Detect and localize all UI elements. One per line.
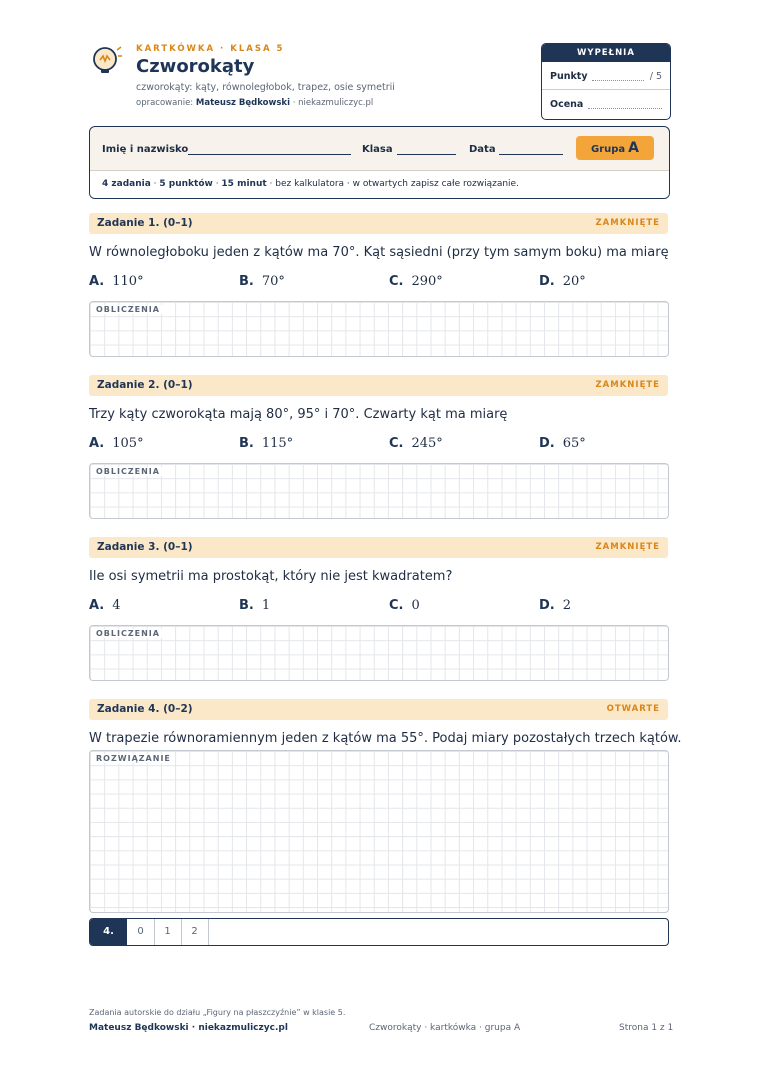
score-option-2[interactable]: 2 xyxy=(181,919,209,945)
task-3-option-d[interactable]: D. 2 xyxy=(539,598,572,613)
task-1-option-a[interactable]: A. 110° xyxy=(89,274,144,289)
author-prefix: opracowanie: xyxy=(136,98,196,108)
task-4-label: Zadanie 4. (0–2) xyxy=(97,703,193,715)
class-label: Klasa xyxy=(362,144,393,155)
name-field[interactable] xyxy=(188,154,351,155)
name-label: Imię i nazwisko xyxy=(102,144,189,155)
task-4-type: OTWARTE xyxy=(606,704,660,714)
task-3-header xyxy=(89,537,668,558)
info-sep-1: · xyxy=(150,179,160,189)
test-info-text xyxy=(102,179,519,189)
task-1-header xyxy=(89,213,668,234)
score-option-1[interactable]: 1 xyxy=(154,919,182,945)
lightbulb-logo-icon xyxy=(90,44,124,78)
task-1-label: Zadanie 1. (0–1) xyxy=(97,217,193,229)
grade-label: Ocena xyxy=(550,99,584,110)
footer-author: Mateusz Będkowski · niekazmuliczyc.pl xyxy=(89,1023,288,1033)
task-3-option-c[interactable]: C. 0 xyxy=(389,598,420,613)
class-field[interactable] xyxy=(397,154,456,155)
grade-field[interactable] xyxy=(588,108,662,109)
points-field[interactable] xyxy=(592,80,644,81)
author-name: Mateusz Będkowski xyxy=(195,98,291,108)
task-2-header xyxy=(89,375,668,396)
task-1-option-b[interactable]: B. 70° xyxy=(239,274,285,289)
task-3-label: Zadanie 3. (0–1) xyxy=(97,541,193,553)
task-2-work-grid[interactable] xyxy=(89,463,669,519)
test-info xyxy=(90,171,669,198)
info-sep-2: · xyxy=(212,179,222,189)
task-2-type: ZAMKNIĘTE xyxy=(595,380,660,390)
task-2-option-c[interactable]: C. 245° xyxy=(389,436,443,451)
teacher-box-title: WYPEŁNIA NAUCZYCIEL xyxy=(542,44,670,62)
info-points: 5 punktów xyxy=(159,179,213,189)
points-row xyxy=(542,62,670,90)
group-badge xyxy=(576,136,654,160)
task-2-option-b[interactable]: B. 115° xyxy=(239,436,294,451)
task-1-option-c[interactable]: C. 290° xyxy=(389,274,443,289)
task-1-option-d[interactable]: D. 20° xyxy=(539,274,586,289)
task-4-grid-label: ROZWIĄZANIE xyxy=(96,754,171,763)
footer-page-number: Strona 1 z 1 xyxy=(619,1023,674,1033)
task-3-question: Ile osi symetrii ma prostokąt, który nie jest kwadratem? xyxy=(89,569,453,584)
student-info-box xyxy=(89,126,670,199)
task-2-grid-label: OBLICZENIA xyxy=(96,467,160,476)
date-field[interactable] xyxy=(499,154,563,155)
task-3-type: ZAMKNIĘTE xyxy=(595,542,660,552)
task-2-label: Zadanie 2. (0–1) xyxy=(97,379,193,391)
task-3-option-b[interactable]: B. 1 xyxy=(239,598,271,613)
task-3-grid-label: OBLICZENIA xyxy=(96,629,160,638)
grade-row xyxy=(542,90,670,117)
group-label: Grupa xyxy=(590,144,626,155)
task-1-work-grid[interactable] xyxy=(89,301,669,357)
task-2-option-a[interactable]: A. 105° xyxy=(89,436,144,451)
author-line xyxy=(136,98,373,108)
task-4-solution-grid[interactable] xyxy=(89,750,669,913)
author-site: · niekazmuliczyc.pl xyxy=(290,98,374,108)
scoring-task-number: 4. xyxy=(90,919,127,945)
info-count: 4 zadania xyxy=(102,179,151,189)
points-label: Punkty xyxy=(550,71,588,82)
task-4-header xyxy=(89,699,668,720)
task-1-question: W równoległoboku jeden z kątów ma 70°. Kąt sąsiedni (przy tym samym boku) ma miarę xyxy=(89,245,669,260)
date-label: Data xyxy=(469,144,496,155)
score-option-0[interactable]: 0 xyxy=(127,919,155,945)
task-4-scoring-bar xyxy=(89,918,669,946)
info-rest: · bez kalkulatora · w otwartych zapisz całe rozwiązanie. xyxy=(266,179,519,189)
footer-note: Zadania autorskie do działu „Figury na płaszczyźnie” w klasie 5. xyxy=(89,1008,346,1017)
task-3-option-a[interactable]: A. 4 xyxy=(89,598,121,613)
footer-center: Czworokąty · kartkówka · grupa A xyxy=(369,1023,521,1033)
info-time: 15 minut xyxy=(221,179,267,189)
task-4-question: W trapezie równoramiennym jeden z kątów ma 55°. Podaj miary pozostałych trzech kątów. xyxy=(89,731,682,746)
page-title: Czworokąty xyxy=(136,56,255,77)
group-letter: A xyxy=(628,140,639,156)
page-subtitle: czworokąty: kąty, równoległobok, trapez, osie symetrii xyxy=(136,82,395,93)
points-max: / 5 xyxy=(649,71,662,82)
task-1-grid-label: OBLICZENIA xyxy=(96,305,160,314)
worksheet-kicker: KARTKÓWKA · KLASA 5 xyxy=(136,44,285,54)
task-3-work-grid[interactable] xyxy=(89,625,669,681)
teacher-box xyxy=(541,43,671,120)
task-2-option-d[interactable]: D. 65° xyxy=(539,436,586,451)
task-1-type: ZAMKNIĘTE xyxy=(595,218,660,228)
student-fields xyxy=(90,127,669,171)
task-2-question: Trzy kąty czworokąta mają 80°, 95° i 70°. Czwarty kąt ma miarę xyxy=(89,407,508,422)
